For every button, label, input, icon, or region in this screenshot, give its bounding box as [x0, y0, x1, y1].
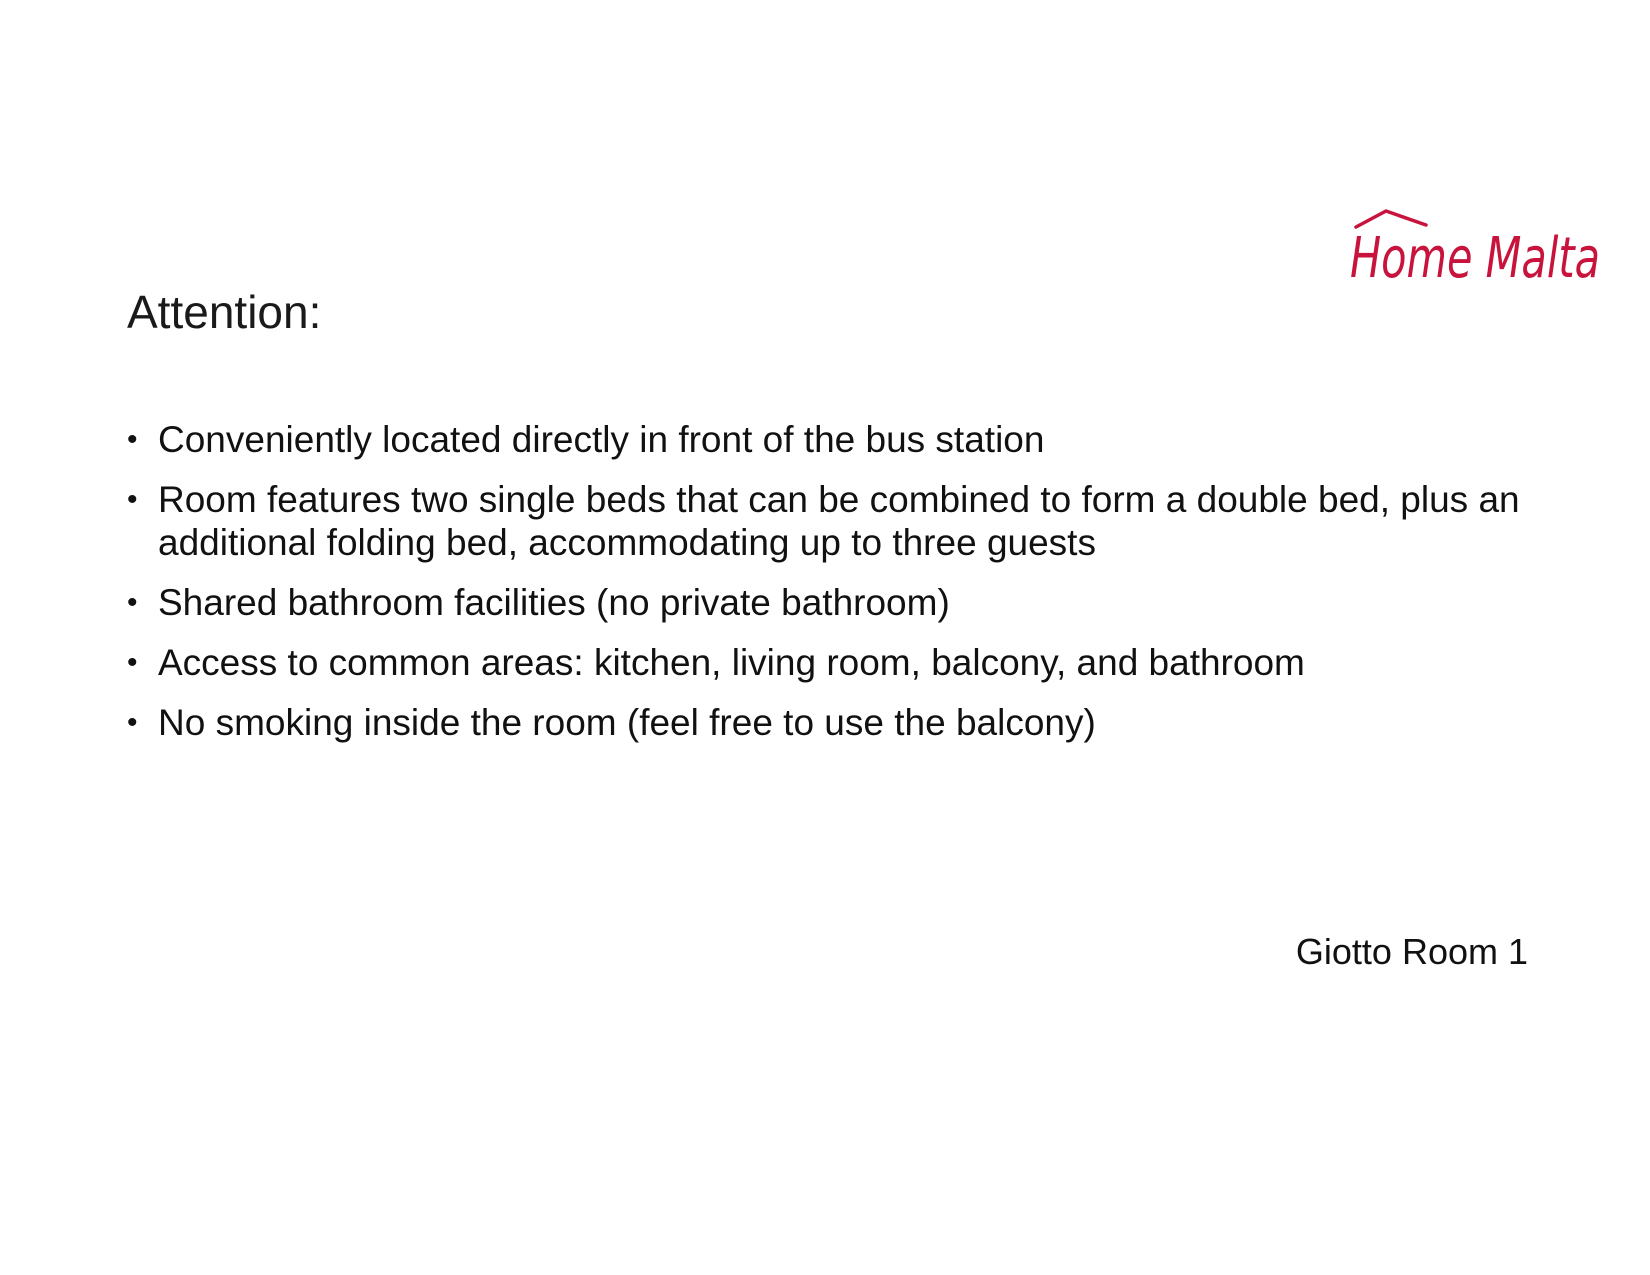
list-item — [127, 701, 1567, 744]
list-item-text: Shared bathroom facilities (no private bathroom) — [158, 582, 950, 623]
logo-graphic — [1348, 203, 1608, 295]
home-malta-logo — [1348, 203, 1608, 295]
list-item — [127, 581, 1567, 624]
list-item — [127, 478, 1567, 564]
bullet-icon: • — [127, 706, 138, 739]
list-item-text: Conveniently located directly in front of the bus station — [158, 419, 1045, 460]
attention-list — [127, 418, 1567, 761]
bullet-icon: • — [127, 483, 138, 516]
logo-wordmark: Home Malta — [1350, 226, 1600, 291]
roof-icon — [1356, 211, 1426, 227]
bullet-icon: • — [127, 646, 138, 679]
bullet-icon: • — [127, 423, 138, 456]
list-item-text: Room features two single beds that can be combined to form a double bed, plus an additional folding bed, accommodating up to three guests — [158, 479, 1520, 563]
list-item — [127, 418, 1567, 461]
list-item-text: Access to common areas: kitchen, living room, balcony, and bathroom — [158, 642, 1305, 683]
list-item — [127, 641, 1567, 684]
list-item-text: No smoking inside the room (feel free to use the balcony) — [158, 702, 1096, 743]
bullet-icon: • — [127, 586, 138, 619]
room-label: Giotto Room 1 — [1295, 931, 1528, 972]
page-title: Attention: — [127, 286, 322, 338]
